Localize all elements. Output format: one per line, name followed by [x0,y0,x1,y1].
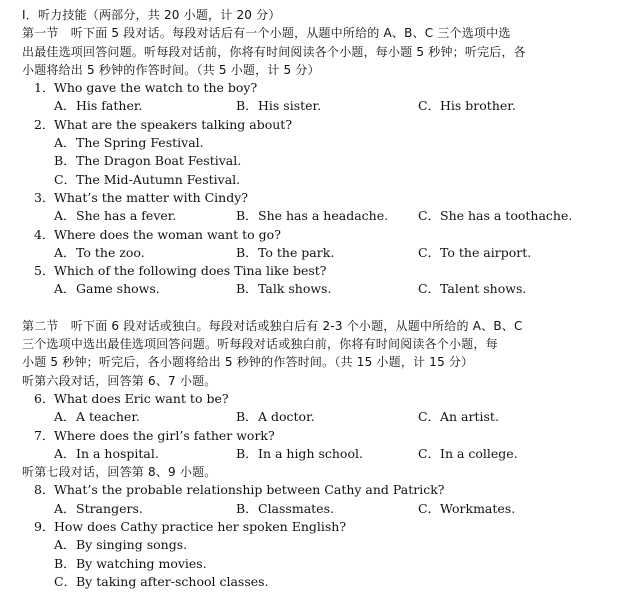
option-text: His father. [76,98,143,114]
question-number: 1． [34,80,55,96]
question-number: 6． [34,390,55,406]
option-text: In a college. [440,445,518,461]
option-letter: A． [54,135,76,151]
option-b [236,500,418,518]
option-letter: A． [54,244,76,260]
option-text: To the zoo. [76,244,145,260]
option-text: His sister. [258,98,322,114]
section2-instructions-line1: 第二节 听下面 6 段对话或独白。每段对话或独白后有 2-3 个小题，从题中所给的 A、B、C [22,318,523,333]
option-c [418,408,499,426]
option-letter: B． [236,409,258,425]
option-b [236,244,418,262]
question-7 [22,427,611,445]
question-number: 8． [34,482,55,498]
option-letter: A． [54,409,76,425]
option-letter: B． [236,208,258,224]
question-4 [22,226,611,244]
section2-instructions-line2: 三个选项中选出最佳选项回答问题。听每段对话或独白前，你将有时间阅读各个小题，每 [22,337,498,352]
option-letter: C． [54,171,77,187]
option-letter: C． [54,573,77,589]
option-a [54,408,236,426]
option-text: Classmates. [258,500,334,516]
option-b [236,280,418,298]
option-c [22,573,611,591]
question-3-options [22,207,611,225]
question-number: 5． [34,263,55,279]
option-text: A teacher. [76,409,140,425]
option-a [54,445,236,463]
question-text: What’s the matter with Cindy? [54,189,249,205]
option-text: By watching movies. [76,555,207,571]
question-6 [22,390,611,408]
option-text: Game shows. [76,281,160,297]
question-9 [22,518,611,536]
option-letter: A． [54,537,76,553]
question-7-options [22,445,611,463]
option-b [236,207,418,225]
question-text: Where does the woman want to go? [54,226,281,242]
option-letter: B． [236,281,258,297]
option-b [236,97,418,115]
section1-instructions-line2: 出最佳选项回答问题。听每段对话前，你将有时间阅读各个小题，每小题 5 秒钟；听完后，各 [22,44,526,59]
question-text: Who gave the watch to the boy? [54,80,258,96]
question-1-options [22,97,611,115]
dialog-6-instruction: 听第六段对话，回答第 6、7 小题。 [22,373,217,388]
option-text: Strangers. [76,500,143,516]
option-letter: C． [418,409,441,425]
question-number: 7． [34,427,55,443]
option-letter: B． [236,244,258,260]
option-letter: C． [418,445,441,461]
question-number: 3． [34,189,55,205]
question-number: 2． [34,116,55,132]
option-letter: A． [54,500,76,516]
option-letter: C． [418,208,441,224]
question-text: Where does the girl’s father work? [54,427,275,443]
question-6-options [22,408,611,426]
option-text: An artist. [440,409,499,425]
option-text: By taking after-school classes. [76,573,269,589]
option-c [418,445,518,463]
question-2 [22,116,611,134]
option-b [22,152,611,170]
section1-instructions-line1: 第一节 听下面 5 段对话。每段对话后有一个小题，从题中所给的 A、B、C 三个选项中选 [22,26,511,41]
option-letter: B． [236,500,258,516]
option-text: Talent shows. [440,281,527,297]
option-a [54,280,236,298]
question-text: Which of the following does Tina like best? [54,263,327,279]
question-8-options [22,500,611,518]
option-text: A doctor. [258,409,315,425]
question-text: How does Cathy practice her spoken English? [54,519,347,535]
option-text: She has a headache. [258,208,389,224]
option-a [54,97,236,115]
option-letter: A． [54,281,76,297]
option-letter: C． [418,98,441,114]
option-c [418,280,526,298]
option-a [22,134,611,152]
question-3 [22,189,611,207]
option-text: Workmates. [440,500,516,516]
question-text: What does Eric want to be? [54,390,229,406]
option-letter: B． [54,555,76,571]
option-text: The Dragon Boat Festival. [76,153,242,169]
option-a [54,207,236,225]
option-a [54,244,236,262]
section2-instructions-line3: 小题 5 秒钟；听完后，各小题将给出 5 秒钟的作答时间。（共 15 小题，计 15 分） [22,355,474,370]
option-letter: C． [418,281,441,297]
option-b [236,408,418,426]
question-number: 4． [34,226,55,242]
option-text: In a hospital. [76,445,159,461]
option-text: By singing songs. [76,537,188,553]
option-a [22,536,611,554]
option-text: The Spring Festival. [76,135,204,151]
option-text: The Mid-Autumn Festival. [76,171,241,187]
option-c [418,207,572,225]
question-5 [22,262,611,280]
option-text: His brother. [440,98,516,114]
option-letter: C． [418,244,441,260]
question-1 [22,79,611,97]
option-a [54,500,236,518]
option-letter: C． [418,500,441,516]
question-8 [22,481,611,499]
option-c [22,171,611,189]
question-4-options [22,244,611,262]
option-b [22,555,611,573]
section-spacer [22,299,611,317]
option-letter: B． [236,98,258,114]
option-text: To the airport. [440,244,532,260]
option-text: She has a toothache. [440,208,573,224]
option-c [418,500,515,518]
option-text: She has a fever. [76,208,177,224]
option-letter: B． [54,153,76,169]
option-text: In a high school. [258,445,363,461]
question-text: What’s the probable relationship between Cathy and Patrick? [54,482,445,498]
option-text: Talk shows. [258,281,332,297]
section-heading: I．听力技能（两部分，共 20 小题，计 20 分） [22,8,281,22]
option-text: To the park. [258,244,335,260]
option-c [418,97,516,115]
option-letter: A． [54,445,76,461]
question-5-options [22,280,611,298]
option-letter: B． [236,445,258,461]
option-c [418,244,531,262]
option-b [236,445,418,463]
dialog-7-instruction: 听第七段对话，回答第 8、9 小题。 [22,465,217,480]
question-number: 9． [34,519,55,535]
option-letter: A． [54,208,76,224]
section1-instructions-line3: 小题将给出 5 秒钟的作答时间。（共 5 小题，计 5 分） [22,62,320,77]
question-text: What are the speakers talking about? [54,116,293,132]
option-letter: A． [54,98,76,114]
